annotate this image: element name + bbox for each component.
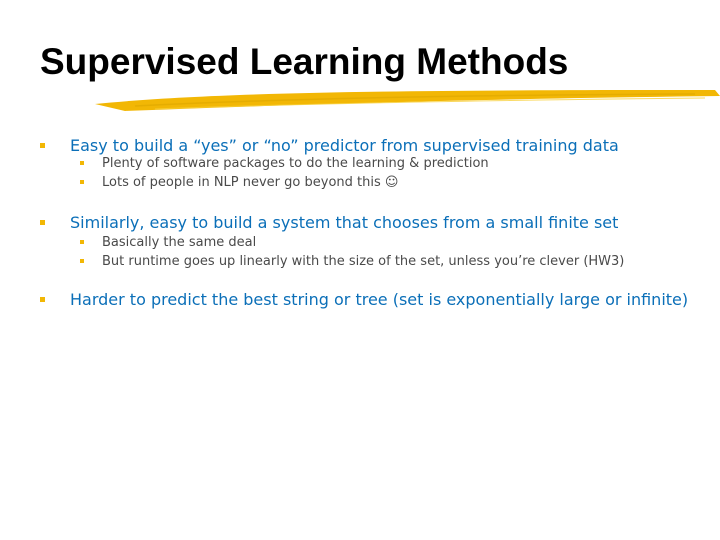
slide-title: Supervised Learning Methods [40,41,569,82]
sub-bullet-marker [80,259,84,263]
bullet-1-text: Easy to build a “yes” or “no” predictor from supervised training data [70,136,619,155]
bullet-1-sub-1-text: Plenty of software packages to do the learning & prediction [102,156,489,171]
bullet-marker [40,220,45,225]
sub-bullet-marker [80,240,84,244]
sub-bullet-marker [80,180,84,184]
sub-bullet-marker [80,161,84,165]
bullet-marker [40,143,45,148]
bullet-marker [40,297,45,302]
bullet-2-sub-1-text: Basically the same deal [102,235,257,250]
bullet-2-sub-2-text: But runtime goes up linearly with the size of the set, unless you’re clever (HW3) [102,254,625,269]
bullet-3-text: Harder to predict the best string or tree (set is exponentially large or infinite) [70,290,689,309]
bullet-2-text: Similarly, easy to build a system that chooses from a small finite set [70,213,619,232]
bullet-1-sub-2-text: Lots of people in NLP never go beyond this ☺ [102,175,399,190]
